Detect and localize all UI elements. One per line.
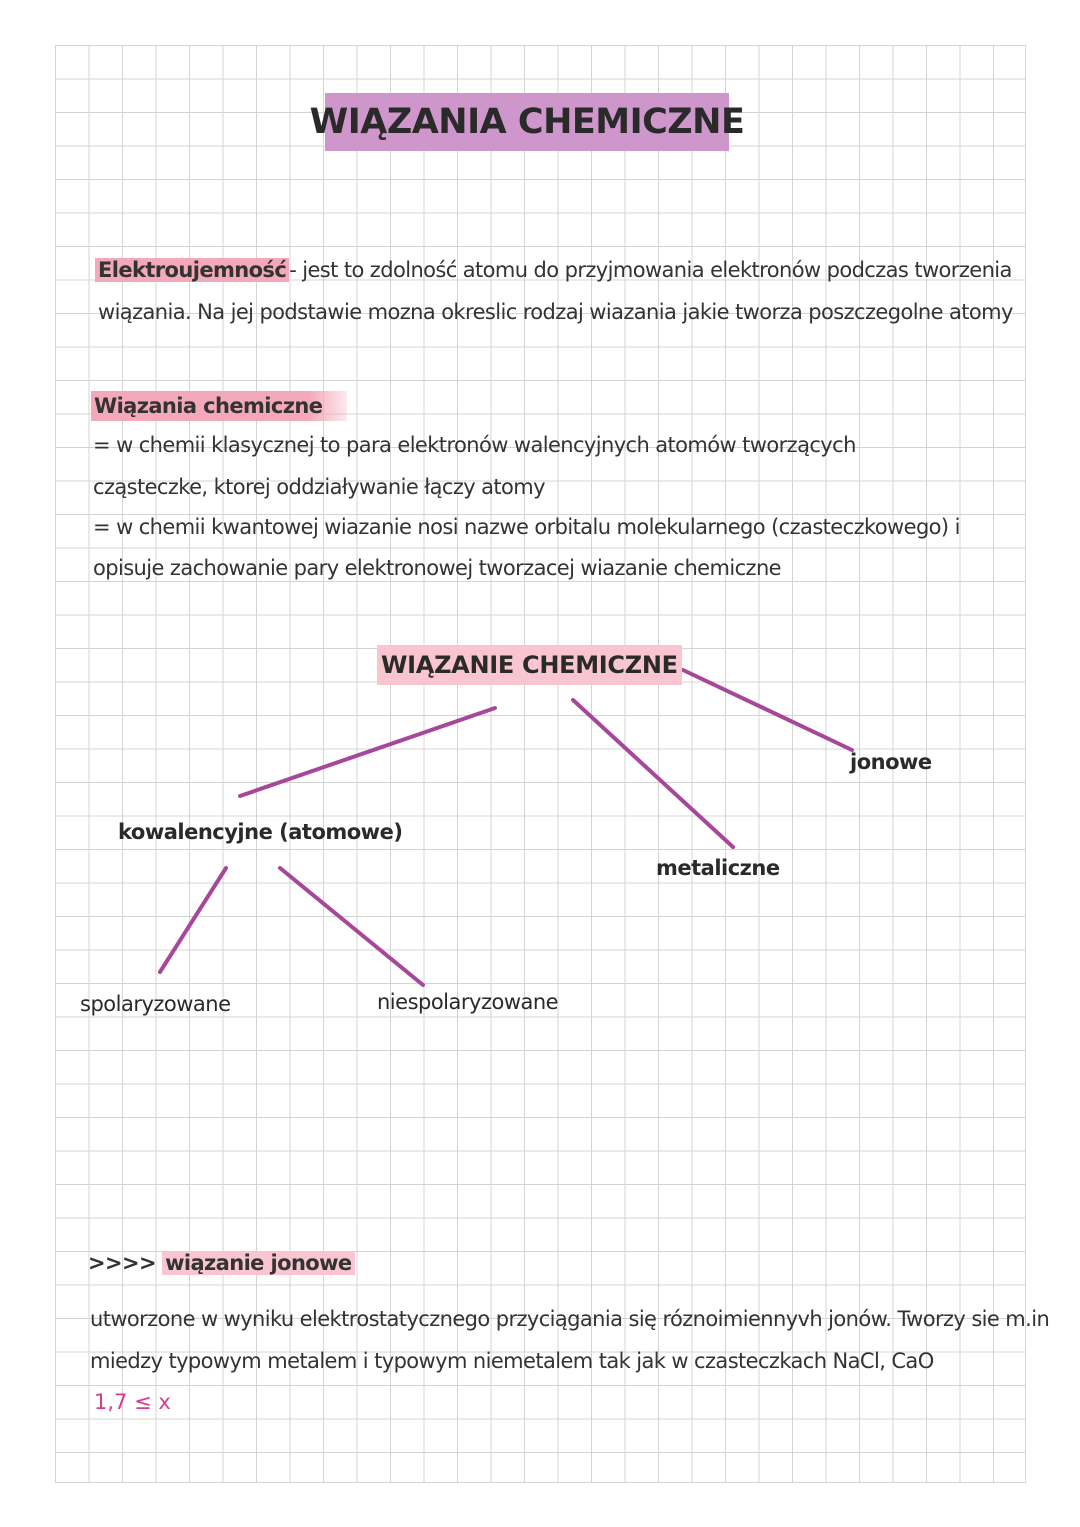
jonowe-heading-row (88, 1246, 355, 1280)
jonowe-line1: utworzone w wyniku elektrostatycznego przyciągania się róznoimiennyvh jonów. Tworzy sie m.in (90, 1307, 1050, 1331)
diagram-root: WIĄZANIE CHEMICZNE (377, 645, 682, 685)
connector-root-jonowe (683, 670, 852, 750)
elektroujemnosc-term: Elektroujemność (95, 258, 289, 282)
electronegativity-inequality: 1,7 ≤ x (94, 1390, 171, 1414)
node-kowalencyjne: kowalencyjne (atomowe) (118, 820, 403, 844)
node-niespolaryzowane: niespolaryzowane (377, 990, 559, 1014)
node-metaliczne: metaliczne (656, 856, 780, 880)
wiazania-heading: Wiązania chemiczne (91, 391, 347, 421)
arrow-marker: >>>> (88, 1251, 156, 1275)
wiazania-line1: = w chemii klasycznej to para elektronów walencyjnych atomów tworzących (93, 433, 856, 457)
wiazania-line3: = w chemii kwantowej wiazanie nosi nazwe orbitalu molekularnego (czasteczkowego) i (93, 515, 960, 539)
connector-root-metaliczne (573, 700, 733, 847)
wiazania-line2: cząsteczke, ktorej oddziaływanie łączy atomy (93, 475, 545, 499)
connector-kowalencyjne-niespolaryzowane (280, 868, 423, 985)
elektroujemnosc-line2: wiązania. Na jej podstawie mozna okreslic rodzaj wiazania jakie tworza poszczegolne atomy (98, 300, 1013, 324)
page-title: WIĄZANIA CHEMICZNE (325, 93, 729, 151)
jonowe-heading: wiązanie jonowe (162, 1251, 355, 1275)
node-spolaryzowane: spolaryzowane (80, 992, 231, 1016)
node-jonowe: jonowe (850, 750, 932, 774)
connector-kowalencyjne-spolaryzowane (160, 868, 226, 972)
elektroujemnosc-definition-1: - jest to zdolność atomu do przyjmowania elektronów podczas tworzenia (289, 258, 1012, 282)
connector-root-kowalencyjne (240, 708, 495, 796)
wiazania-line4: opisuje zachowanie pary elektronowej tworzacej wiazanie chemiczne (93, 556, 781, 580)
jonowe-line2: miedzy typowym metalem i typowym niemetalem tak jak w czasteczkach NaCl, CaO (90, 1349, 934, 1373)
